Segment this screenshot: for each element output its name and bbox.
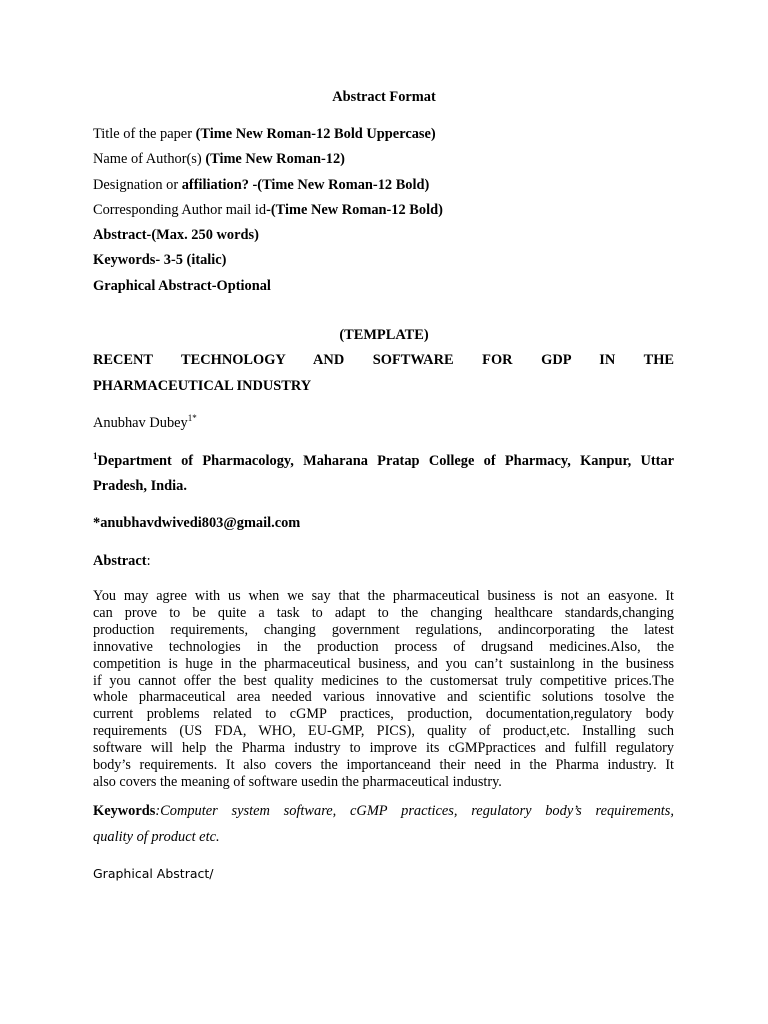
author-email: *anubhavdwivedi803@gmail.com <box>93 515 301 531</box>
graphical-abstract-label: Graphical Abstract/ <box>93 866 214 881</box>
abstract-line: can prove to be quite a task to adapt to the changing healthcare standards,changing <box>93 604 674 621</box>
format-item-title: Title of the paper (Time New Roman-12 Bold Uppercase) <box>93 126 436 142</box>
format-item-designation: Designation or affiliation? -(Time New Roman-12 Bold) <box>93 177 430 193</box>
author-name: Anubhav Dubey$^{1*}$ <box>93 413 197 431</box>
abstract-line: whole pharmaceutical area needed various innovative and scientific solutions tosolve the <box>93 689 674 706</box>
paper-title-line1: RECENT TECHNOLOGY AND SOFTWARE FOR GDP IN THE <box>93 352 674 368</box>
abstract-line: also covers the meaning of software usedin the pharmaceutical industry. <box>93 773 502 790</box>
abstract-line: production requirements, changing government regulations, andincorporating the latest <box>93 621 674 638</box>
abstract-line: requirements (US FDA, WHO, EU-GMP, PICS), quality of product,etc. Installing such <box>93 723 674 740</box>
abstract-line: innovative technologies in the production process of drugsand medicines.Also, the <box>93 638 674 655</box>
abstract-line: You may agree with us when we say that the pharmaceutical business is not an easyone. It <box>93 588 674 604</box>
format-item-keywords: Keywords- 3-5 (italic) <box>93 252 227 268</box>
format-heading: Abstract Format <box>332 89 436 105</box>
abstract-line: body’s requirements. It also covers the importanceand their need in the Pharma industry. It <box>93 757 674 774</box>
format-item-abstract: Abstract-(Max. 250 words) <box>93 227 259 243</box>
abstract-line: software will help the Pharma industry to improve its cGMPpractices and fulfill regulatory <box>93 740 674 757</box>
abstract-line: competition is huge in the pharmaceutical business, and you can’t sustainlong in the business <box>93 655 674 672</box>
abstract-line: current problems related to cGMP practices, production, documentation,regulatory body <box>93 706 674 723</box>
abstract-line: if you cannot offer the best quality medicines to the customersat truly competitive prices.The <box>93 672 674 689</box>
format-item-mail: Corresponding Author mail id-(Time New Roman-12 Bold) <box>93 202 443 218</box>
template-label: (TEMPLATE) <box>339 327 429 343</box>
affiliation-line1: $^1$Department of Pharmacology, Maharana Pratap College of Pharmacy, Kanpur, Uttar <box>93 451 674 469</box>
keywords-line1: Keywords:Computer system software, cGMP practices, regulatory body’s requirements, <box>93 803 674 819</box>
affiliation-line2: Pradesh, India. <box>93 478 187 494</box>
abstract-heading: Abstract: <box>93 553 151 569</box>
format-item-author: Name of Author(s) (Time New Roman-12) <box>93 151 345 167</box>
paper-title-line2: PHARMACEUTICAL INDUSTRY <box>93 378 312 394</box>
format-item-graphical: Graphical Abstract-Optional <box>93 278 271 294</box>
abstract-body <box>93 588 674 791</box>
keywords-line2: quality of product etc. <box>93 829 220 845</box>
